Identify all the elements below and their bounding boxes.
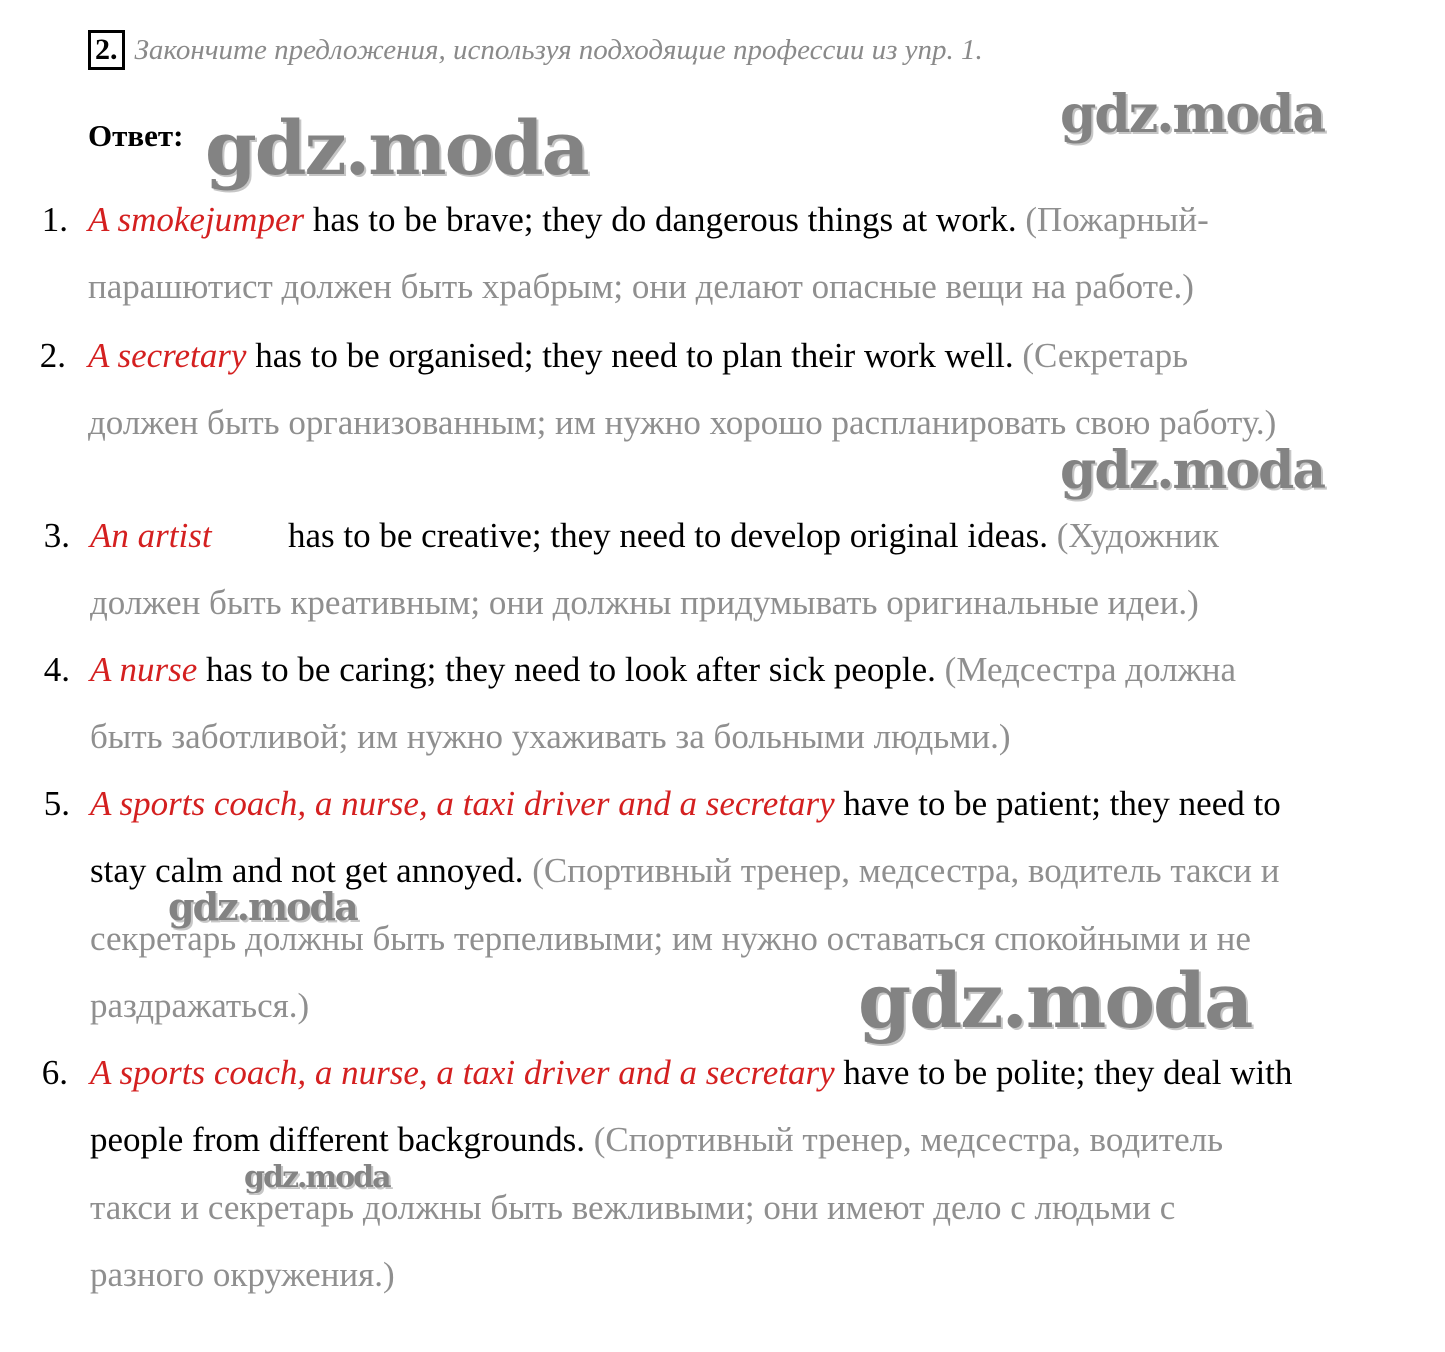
watermark: gdz.moda — [1060, 440, 1325, 501]
english-sentence: have to be patient; they need to — [834, 784, 1281, 823]
task-instruction: Закончите предложения, используя подходящие профессии из упр. 1. — [134, 33, 983, 66]
russian-translation: парашютист должен быть храбрым; они делают опасные вещи на работе.) — [88, 267, 1194, 306]
profession-answer: A nurse — [90, 650, 198, 689]
profession-answer: An artist — [90, 516, 212, 555]
item-line — [90, 770, 1281, 838]
item-line — [90, 502, 1219, 570]
item-number: 3. — [43, 516, 70, 555]
russian-translation: (Спортивный тренер, медсестра, водитель — [585, 1120, 1224, 1159]
russian-translation: (Секретарь — [1013, 336, 1189, 375]
russian-translation: секретарь должны быть терпеливыми; им нужно оставаться спокойными и не — [90, 919, 1251, 958]
item-line — [88, 322, 1188, 390]
watermark: gdz.moda — [205, 106, 588, 192]
russian-translation: быть заботливой; им нужно ухаживать за больными людьми.) — [90, 717, 1011, 756]
profession-answer: A secretary — [88, 336, 247, 375]
profession-answer: A sports coach, a nurse, a taxi driver and a secretary — [90, 1053, 835, 1092]
watermark: gdz.moda — [1060, 84, 1325, 145]
russian-translation: (Пожарный- — [1016, 200, 1209, 239]
english-sentence: people from different backgrounds. — [90, 1120, 586, 1159]
english-sentence: stay calm and not get annoyed. — [90, 851, 524, 890]
russian-translation: (Спортивный тренер, медсестра, водитель такси и — [523, 851, 1280, 890]
english-sentence: has to be caring; they need to look after sick people. — [197, 650, 936, 689]
russian-translation: (Художник — [1048, 516, 1219, 555]
russian-translation: должен быть креативным; они должны придумывать оригинальные идеи.) — [90, 583, 1199, 622]
russian-translation: такси и секретарь должны быть вежливыми; они имеют дело с людьми с — [90, 1188, 1176, 1227]
russian-translation: раздражаться.) — [90, 986, 310, 1025]
english-sentence: has to be organised; they need to plan their work well. — [246, 336, 1014, 375]
item-line — [90, 636, 1236, 704]
item-number: 6. — [41, 1053, 68, 1092]
item-number: 1. — [41, 200, 68, 239]
item-number: 2. — [39, 336, 66, 375]
russian-translation: разного окружения.) — [90, 1255, 395, 1294]
english-sentence: has to be creative; they need to develop original ideas. — [288, 516, 1049, 555]
profession-answer: A smokejumper — [88, 200, 305, 239]
watermark: gdz.moda — [244, 1160, 390, 1195]
answer-label: Ответ: — [88, 118, 184, 153]
watermark: gdz.moda — [168, 884, 357, 929]
watermark: gdz.moda — [858, 956, 1252, 1045]
item-line — [90, 1039, 1292, 1107]
task-number: 2. — [88, 30, 125, 70]
english-sentence: has to be brave; they do dangerous things at work. — [304, 200, 1017, 239]
english-sentence: have to be polite; they deal with — [834, 1053, 1293, 1092]
russian-translation: должен быть организованным; им нужно хорошо распланировать свою работу.) — [88, 403, 1277, 442]
russian-translation: (Медсестра должна — [935, 650, 1237, 689]
item-line — [88, 186, 1209, 254]
item-number: 5. — [43, 784, 70, 823]
profession-answer: A sports coach, a nurse, a taxi driver and a secretary — [90, 784, 835, 823]
item-number: 4. — [43, 650, 70, 689]
task-header — [88, 30, 983, 70]
